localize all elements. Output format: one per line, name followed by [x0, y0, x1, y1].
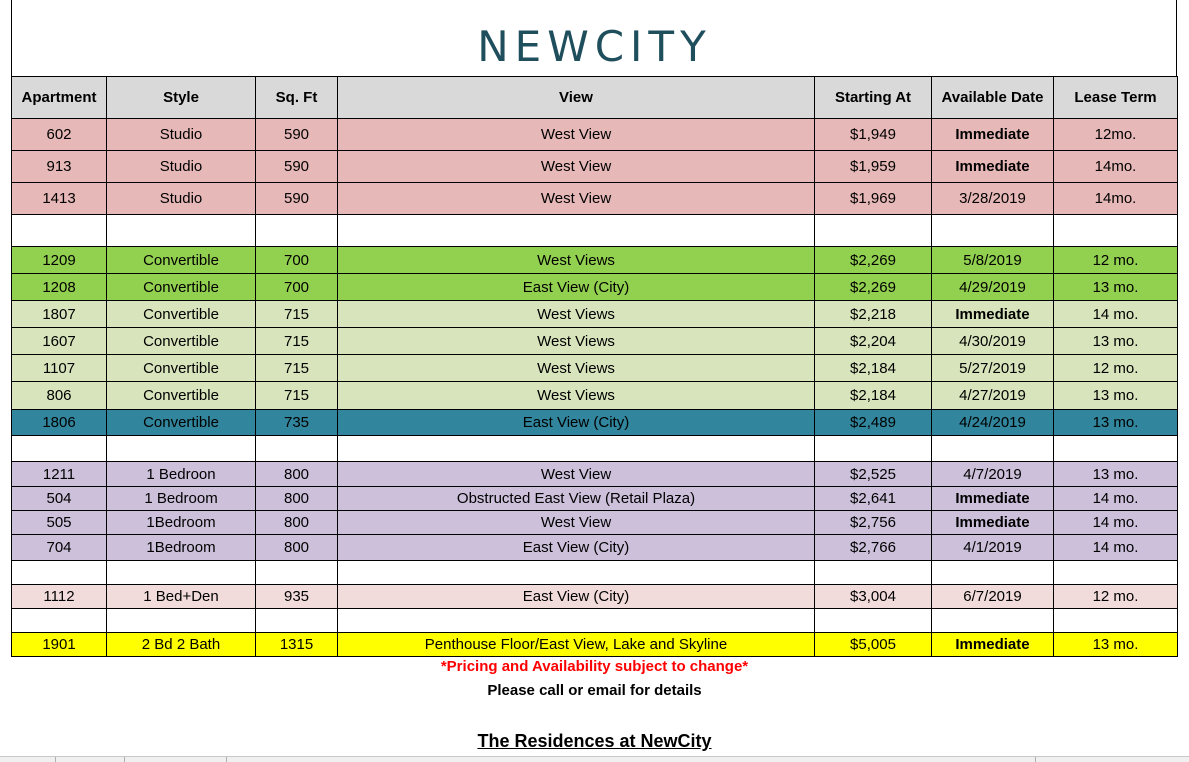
cell-apartment: 806	[12, 382, 107, 410]
cell-apartment	[12, 561, 107, 585]
cell-style: Convertible	[107, 274, 256, 301]
cell-apartment: 1413	[12, 183, 107, 215]
cell-sqft: 800	[256, 511, 338, 535]
spacer-row	[12, 215, 1178, 247]
table-row	[12, 633, 1178, 657]
cell-sqft: 935	[256, 585, 338, 609]
cell-lease	[1054, 215, 1178, 247]
cell-style: Convertible	[107, 247, 256, 274]
table-row	[12, 410, 1178, 436]
cell-apartment: 1211	[12, 462, 107, 487]
cell-view: Obstructed East View (Retail Plaza)	[338, 487, 815, 511]
cell-sqft: 715	[256, 382, 338, 410]
cell-price: $2,525	[815, 462, 932, 487]
cell-view: West View	[338, 462, 815, 487]
cell-date: Immediate	[932, 511, 1054, 535]
cell-style	[107, 436, 256, 462]
cell-date	[932, 215, 1054, 247]
cell-date: 4/24/2019	[932, 410, 1054, 436]
cell-price	[815, 436, 932, 462]
cell-view	[338, 436, 815, 462]
cell-sqft: 700	[256, 247, 338, 274]
cell-apartment	[12, 609, 107, 633]
tab-divider	[124, 757, 125, 762]
cell-price: $3,004	[815, 585, 932, 609]
cell-date: 4/29/2019	[932, 274, 1054, 301]
cell-view: West Views	[338, 328, 815, 355]
cell-apartment: 1107	[12, 355, 107, 382]
cell-date	[932, 436, 1054, 462]
cell-view: West View	[338, 151, 815, 183]
table-row	[12, 274, 1178, 301]
cell-view: Penthouse Floor/East View, Lake and Skyline	[338, 633, 815, 657]
cell-style	[107, 215, 256, 247]
cell-style: Studio	[107, 151, 256, 183]
cell-date: Immediate	[932, 119, 1054, 151]
cell-date	[932, 609, 1054, 633]
cell-sqft	[256, 436, 338, 462]
cell-view: West View	[338, 119, 815, 151]
cell-date: 5/27/2019	[932, 355, 1054, 382]
table-row	[12, 585, 1178, 609]
brand-logo: NEWCITY	[477, 22, 712, 71]
cell-apartment	[12, 436, 107, 462]
cell-view	[338, 561, 815, 585]
table-row	[12, 355, 1178, 382]
spacer-row	[12, 561, 1178, 585]
table-row	[12, 382, 1178, 410]
cell-view: East View (City)	[338, 410, 815, 436]
cell-view: East View (City)	[338, 535, 815, 561]
spacer-row	[12, 436, 1178, 462]
cell-lease: 13 mo.	[1054, 382, 1178, 410]
cell-date: 3/28/2019	[932, 183, 1054, 215]
cell-apartment	[12, 215, 107, 247]
cell-lease: 13 mo.	[1054, 633, 1178, 657]
cell-sqft: 715	[256, 301, 338, 328]
cell-sqft: 800	[256, 535, 338, 561]
table-row	[12, 183, 1178, 215]
cell-style: Convertible	[107, 355, 256, 382]
header-row	[12, 77, 1178, 119]
cell-price: $2,641	[815, 487, 932, 511]
cell-sqft: 715	[256, 355, 338, 382]
cell-lease: 14 mo.	[1054, 301, 1178, 328]
cell-style: 1 Bedroon	[107, 462, 256, 487]
cell-view: West Views	[338, 301, 815, 328]
cell-style: 1Bedroom	[107, 511, 256, 535]
cell-view: West View	[338, 511, 815, 535]
cell-price: $2,184	[815, 382, 932, 410]
cell-style: 1 Bed+Den	[107, 585, 256, 609]
pricing-note: *Pricing and Availability subject to change*	[440, 658, 749, 675]
cell-style: Convertible	[107, 301, 256, 328]
cell-sqft: 700	[256, 274, 338, 301]
cell-price: $2,489	[815, 410, 932, 436]
cell-apartment: 1901	[12, 633, 107, 657]
tab-divider	[226, 757, 227, 762]
availability-table	[11, 76, 1178, 657]
cell-view: West View	[338, 183, 815, 215]
table-row	[12, 487, 1178, 511]
header-available-date: Available Date	[932, 77, 1054, 119]
cell-apartment: 1112	[12, 585, 107, 609]
cell-price: $5,005	[815, 633, 932, 657]
cell-sqft: 735	[256, 410, 338, 436]
cell-apartment: 1807	[12, 301, 107, 328]
cell-price: $2,766	[815, 535, 932, 561]
cell-lease: 13 mo.	[1054, 410, 1178, 436]
cell-lease: 14mo.	[1054, 151, 1178, 183]
cell-sqft: 590	[256, 119, 338, 151]
cell-price: $1,949	[815, 119, 932, 151]
cell-style: 2 Bd 2 Bath	[107, 633, 256, 657]
cell-view: East View (City)	[338, 585, 815, 609]
cell-price: $1,969	[815, 183, 932, 215]
cell-lease	[1054, 561, 1178, 585]
cell-price	[815, 609, 932, 633]
cell-date: Immediate	[932, 633, 1054, 657]
cell-date: 6/7/2019	[932, 585, 1054, 609]
cell-sqft	[256, 215, 338, 247]
tab-divider	[1035, 757, 1036, 762]
table-row	[12, 535, 1178, 561]
cell-lease: 12mo.	[1054, 119, 1178, 151]
cell-date: 4/1/2019	[932, 535, 1054, 561]
cell-price	[815, 561, 932, 585]
table-row	[12, 151, 1178, 183]
cell-lease: 14 mo.	[1054, 535, 1178, 561]
cell-lease: 13 mo.	[1054, 462, 1178, 487]
header-starting-at: Starting At	[815, 77, 932, 119]
spacer-row	[12, 609, 1178, 633]
cell-sqft: 715	[256, 328, 338, 355]
cell-lease: 12 mo.	[1054, 247, 1178, 274]
table-row	[12, 511, 1178, 535]
cell-view	[338, 609, 815, 633]
cell-apartment: 913	[12, 151, 107, 183]
cell-lease: 13 mo.	[1054, 328, 1178, 355]
cell-date	[932, 561, 1054, 585]
cell-style: Convertible	[107, 328, 256, 355]
cell-lease	[1054, 609, 1178, 633]
cell-price: $2,269	[815, 274, 932, 301]
cell-sqft: 800	[256, 487, 338, 511]
cell-sqft: 800	[256, 462, 338, 487]
cell-apartment: 602	[12, 119, 107, 151]
cell-sqft: 590	[256, 151, 338, 183]
cell-sqft: 590	[256, 183, 338, 215]
cell-lease: 12 mo.	[1054, 355, 1178, 382]
header-style: Style	[107, 77, 256, 119]
cell-view: West Views	[338, 382, 815, 410]
table-row	[12, 301, 1178, 328]
cell-sqft	[256, 561, 338, 585]
cell-lease: 14mo.	[1054, 183, 1178, 215]
table-row	[12, 462, 1178, 487]
cell-date: 4/30/2019	[932, 328, 1054, 355]
cell-apartment: 505	[12, 511, 107, 535]
cell-style: 1 Bedroom	[107, 487, 256, 511]
cell-view: West Views	[338, 355, 815, 382]
cell-apartment: 1208	[12, 274, 107, 301]
cell-view: East View (City)	[338, 274, 815, 301]
cell-date: 4/27/2019	[932, 382, 1054, 410]
cell-style: Convertible	[107, 382, 256, 410]
header-sqft: Sq. Ft	[256, 77, 338, 119]
cell-lease: 12 mo.	[1054, 585, 1178, 609]
header-apartment: Apartment	[12, 77, 107, 119]
cell-style: Convertible	[107, 410, 256, 436]
cell-style: Studio	[107, 119, 256, 151]
cell-price	[815, 215, 932, 247]
cell-price: $2,756	[815, 511, 932, 535]
cell-date: Immediate	[932, 151, 1054, 183]
cell-view: West Views	[338, 247, 815, 274]
cell-sqft	[256, 609, 338, 633]
table-row	[12, 119, 1178, 151]
cell-price: $2,204	[815, 328, 932, 355]
cell-view	[338, 215, 815, 247]
header-lease-term: Lease Term	[1054, 77, 1178, 119]
cell-price: $2,184	[815, 355, 932, 382]
cell-apartment: 1607	[12, 328, 107, 355]
sheet-tab-bar	[0, 756, 1189, 762]
tab-divider	[55, 757, 56, 762]
cell-style: Studio	[107, 183, 256, 215]
cell-style	[107, 561, 256, 585]
cell-lease: 13 mo.	[1054, 274, 1178, 301]
cell-apartment: 504	[12, 487, 107, 511]
contact-note: Please call or email for details	[487, 682, 702, 699]
cell-price: $2,269	[815, 247, 932, 274]
cell-date: Immediate	[932, 301, 1054, 328]
cell-date: 5/8/2019	[932, 247, 1054, 274]
cell-apartment: 1806	[12, 410, 107, 436]
cell-date: 4/7/2019	[932, 462, 1054, 487]
cell-apartment: 1209	[12, 247, 107, 274]
cell-price: $1,959	[815, 151, 932, 183]
cell-lease	[1054, 436, 1178, 462]
table-body	[12, 119, 1178, 657]
cell-style: 1Bedroom	[107, 535, 256, 561]
header-view: View	[338, 77, 815, 119]
table-row	[12, 328, 1178, 355]
cell-lease: 14 mo.	[1054, 511, 1178, 535]
cell-price: $2,218	[815, 301, 932, 328]
cell-lease: 14 mo.	[1054, 487, 1178, 511]
table-row	[12, 247, 1178, 274]
residences-title: The Residences at NewCity	[477, 731, 712, 751]
cell-apartment: 704	[12, 535, 107, 561]
cell-sqft: 1315	[256, 633, 338, 657]
cell-date: Immediate	[932, 487, 1054, 511]
cell-style	[107, 609, 256, 633]
